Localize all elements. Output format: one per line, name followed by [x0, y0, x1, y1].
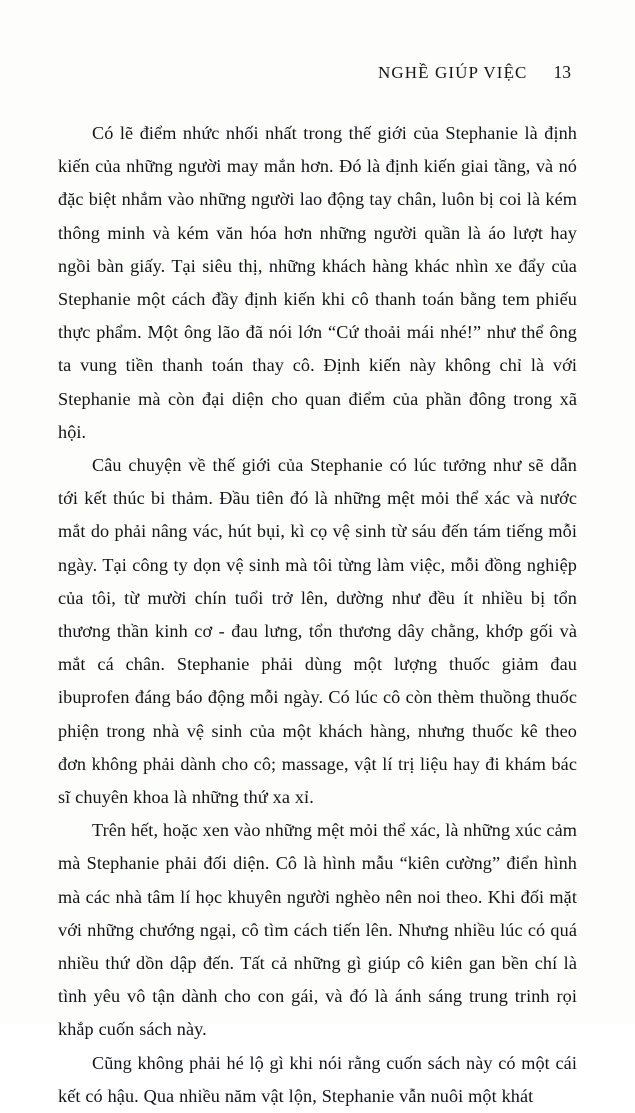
chapter-title: NGHỀ GIÚP VIỆC — [377, 63, 528, 82]
running-head — [58, 62, 577, 83]
body-text — [58, 117, 577, 1113]
page-number: 13 — [553, 62, 571, 82]
paragraph: Câu chuyện về thế giới của Stephanie có lúc tưởng như sẽ dẫn tới kết thúc bi thảm. Đầu tiên đó là những mệt mỏi thể xác và nước mắt do phải nâng vác, hút bụi, kì cọ vệ sinh từ sáu đến tám tiếng mỗi ngày. Tại công ty dọn vệ sinh mà tôi từng làm việc, mỗi đồng nghiệp của tôi, từ mười chín tuổi trở lên, dường như đều ít nhiều bị tổn thương thần kinh cơ - đau lưng, tổn thương dây chằng, khớp gối và mắt cá chân. Stephanie phải dùng một lượng thuốc giảm đau ibuprofen đáng báo động mỗi ngày. Có lúc cô còn thèm thuồng thuốc phiện trong nhà vệ sinh của một khách hàng, nhưng thuốc kê theo đơn không phải dành cho cô; massage, vật lí trị liệu hay đi khám bác sĩ chuyên khoa là những thứ xa xỉ. — [58, 455, 577, 808]
paragraph: Cũng không phải hé lộ gì khi nói rằng cuốn sách này có một cái kết có hậu. Qua nhiều năm vật lộn, Stephanie vẫn nuôi một khát — [58, 1052, 577, 1106]
paragraph: Có lẽ điểm nhức nhối nhất trong thế giới của Stephanie là định kiến của những người may mắn hơn. Đó là định kiến giai tầng, và nó đặc biệt nhắm vào những người lao động tay chân, luôn bị coi là kém thông minh và kém văn hóa hơn những người quần là áo lượt hay ngồi bàn giấy. Tại siêu thị, những khách hàng khác nhìn xe đẩy của Stephanie một cách đầy định kiến khi cô thanh toán bằng tem phiếu thực phẩm. Một ông lão đã nói lớn “Cứ thoải mái nhé!” như thể ông ta vung tiền thanh toán thay cô. Định kiến này không chỉ là với Stephanie mà còn đại diện cho quan điểm của phần đông trong xã hội. — [58, 123, 577, 442]
paragraph: Trên hết, hoặc xen vào những mệt mỏi thể xác, là những xúc cảm mà Stephanie phải đối diện. Cô là hình mẫu “kiên cường” điển hình mà các nhà tâm lí học khuyên người nghèo nên noi theo. Khi đối mặt với những chướng ngại, cô tìm cách tiến lên. Nhưng nhiều lúc có quá nhiều thứ dồn dập đến. Tất cả những gì giúp cô kiên gan bền chí là tình yêu vô tận dành cho con gái, và đó là ánh sáng trung trinh rọi khắp cuốn sách này. — [58, 820, 577, 1040]
